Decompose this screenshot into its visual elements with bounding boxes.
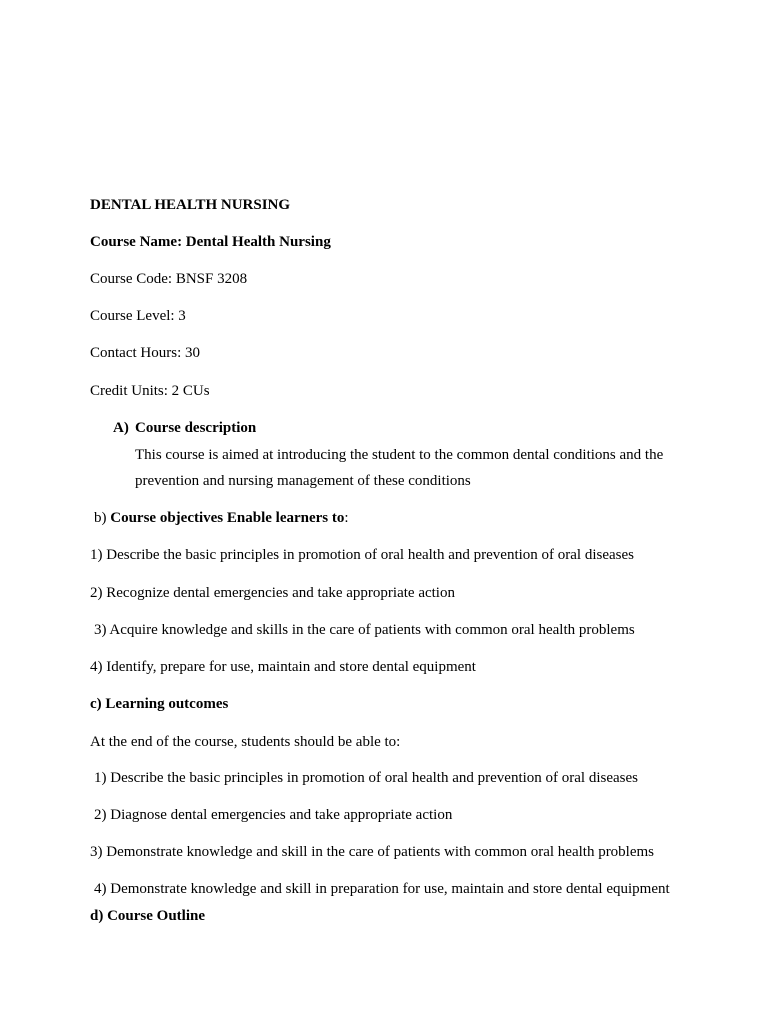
course-code: Course Code: BNSF 3208 [90, 271, 248, 287]
objective-item: 4) Identify, prepare for use, maintain and store dental equipment [90, 659, 476, 675]
section-a-heading [113, 419, 256, 437]
contact-hours: Contact Hours: 30 [90, 345, 200, 361]
objective-item: 2) Recognize dental emergencies and take appropriate action [90, 585, 455, 601]
course-name: Course Name: Dental Health Nursing [90, 234, 331, 250]
outcome-item: 1) Describe the basic principles in promotion of oral health and prevention of oral diseases [94, 770, 638, 786]
section-a-marker: A) [113, 420, 129, 436]
section-d-heading: d) Course Outline [90, 908, 206, 924]
credit-units: Credit Units: 2 CUs [90, 383, 210, 399]
outcome-item: 2) Diagnose dental emergencies and take appropriate action [94, 807, 453, 823]
objective-item: 3) Acquire knowledge and skills in the care of patients with common oral health problems [94, 622, 635, 638]
section-c-heading: c) Learning outcomes [90, 696, 229, 712]
section-a-body-line-2: prevention and nursing management of these conditions [135, 473, 471, 489]
outcome-item: 3) Demonstrate knowledge and skill in the care of patients with common oral health problems [90, 844, 655, 860]
objective-item: 1) Describe the basic principles in promotion of oral health and prevention of oral diseases [90, 547, 634, 563]
course-level: Course Level: 3 [90, 308, 186, 324]
section-c-intro: At the end of the course, students should be able to: [90, 734, 401, 750]
section-b-suffix: : [344, 510, 349, 526]
outcome-item: 4) Demonstrate knowledge and skill in preparation for use, maintain and store dental equipment [94, 881, 670, 897]
section-a-body-line-1: This course is aimed at introducing the student to the common dental conditions and the [135, 447, 664, 463]
section-b-heading [94, 509, 349, 527]
section-a-title: Course description [135, 420, 257, 436]
document-heading: DENTAL HEALTH NURSING [90, 197, 291, 213]
section-b-marker: b) [94, 510, 111, 526]
section-b-title: Course objectives Enable learners to [110, 510, 345, 526]
